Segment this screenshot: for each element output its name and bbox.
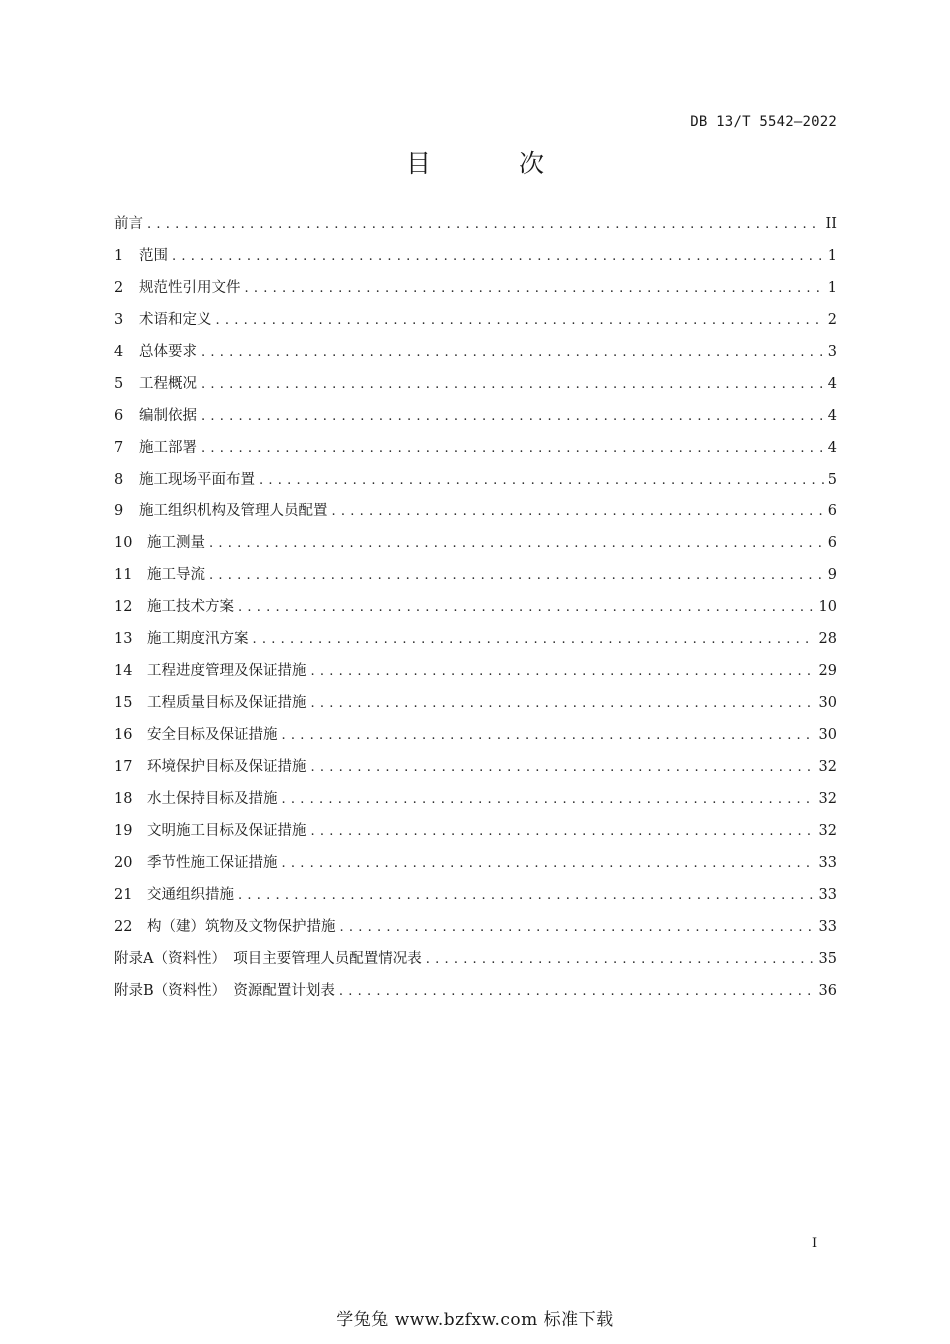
toc-dot-leader	[311, 760, 815, 775]
toc-entry-label: 水土保持目标及措施	[147, 790, 278, 807]
toc-dot-leader	[201, 441, 824, 456]
toc-entry-number: 21	[114, 886, 133, 903]
toc-entry[interactable]	[114, 755, 837, 787]
toc-entry-page: 32	[818, 758, 837, 775]
toc-entry-page: 32	[818, 822, 837, 839]
toc-entry-page: 5	[827, 471, 837, 488]
toc-entry-page: 6	[827, 535, 837, 552]
toc-entry-page: 4	[827, 375, 837, 392]
toc-dot-leader	[426, 952, 815, 967]
toc-entry-page: 10	[818, 599, 837, 616]
page-title: 目 次	[406, 149, 584, 178]
toc-entry-number: 20	[114, 854, 133, 871]
toc-dot-leader	[339, 984, 815, 999]
toc-entry-label: 附录A（资料性） 项目主要管理人员配置情况表	[114, 950, 422, 967]
toc-entry[interactable]	[114, 947, 837, 979]
toc-entry-label: 文明施工目标及保证措施	[147, 822, 307, 839]
toc-entry-page: 33	[818, 854, 837, 871]
toc-entry[interactable]	[114, 244, 837, 276]
toc-entry[interactable]	[114, 851, 837, 883]
toc-entry-number: 13	[114, 631, 133, 648]
toc-entry-label: 施工部署	[139, 439, 197, 456]
toc-entry-label: 施工期度汛方案	[147, 631, 249, 648]
standard-code: DB 13/T 5542—2022	[690, 114, 837, 130]
toc-entry-page: 28	[818, 631, 837, 648]
toc-entry-page: 3	[827, 343, 837, 360]
table-of-contents	[114, 212, 837, 1010]
toc-entry-page: 33	[818, 918, 837, 935]
toc-entry-label: 术语和定义	[139, 311, 212, 328]
toc-entry-number: 1	[114, 247, 124, 264]
toc-dot-leader	[201, 409, 824, 424]
toc-entry-page: 1	[827, 279, 837, 296]
toc-dot-leader	[216, 313, 824, 328]
toc-entry-page: 33	[818, 886, 837, 903]
toc-entry[interactable]	[114, 531, 837, 563]
toc-dot-leader	[311, 824, 815, 839]
toc-entry-label: 施工现场平面布置	[139, 471, 255, 488]
toc-entry-number: 14	[114, 663, 133, 680]
toc-entry-page: 4	[827, 407, 837, 424]
page-folio: I	[812, 1236, 818, 1251]
toc-entry-label: 编制依据	[139, 407, 197, 424]
toc-entry[interactable]	[114, 563, 837, 595]
toc-entry-number: 4	[114, 343, 124, 360]
toc-entry-page: 1	[827, 247, 837, 264]
toc-entry-page: 36	[818, 982, 837, 999]
toc-dot-leader	[311, 696, 815, 711]
toc-entry[interactable]	[114, 499, 837, 531]
toc-entry-label: 施工导流	[147, 567, 205, 584]
toc-entry-page: 30	[818, 727, 837, 743]
toc-dot-leader	[282, 856, 815, 871]
toc-entry[interactable]	[114, 595, 837, 627]
toc-entry-label: 范围	[139, 247, 168, 264]
toc-entry-label: 工程概况	[139, 375, 197, 392]
toc-entry-number: 5	[114, 375, 124, 392]
toc-entry-number: 8	[114, 471, 124, 488]
toc-dot-leader	[238, 888, 815, 903]
toc-entry-number: 7	[114, 439, 124, 456]
toc-entry-label: 附录B（资料性） 资源配置计划表	[114, 982, 335, 999]
toc-dot-leader	[147, 217, 822, 232]
toc-entry-label: 前言	[114, 216, 143, 232]
toc-entry-number: 18	[114, 790, 133, 807]
toc-entry[interactable]	[114, 883, 837, 915]
toc-entry-label: 季节性施工保证措施	[147, 854, 278, 871]
toc-entry-number: 19	[114, 822, 133, 839]
watermark-text: 学兔兔 www.bzfxw.com 标准下载	[336, 1310, 614, 1330]
toc-entry[interactable]	[114, 340, 837, 372]
toc-dot-leader	[253, 632, 815, 647]
toc-entry-number: 12	[114, 599, 133, 616]
toc-dot-leader	[259, 473, 824, 488]
toc-entry-number: 16	[114, 727, 133, 743]
toc-entry-number: 17	[114, 758, 133, 775]
toc-dot-leader	[201, 345, 824, 360]
toc-dot-leader	[311, 664, 815, 679]
toc-entry[interactable]	[114, 404, 837, 436]
toc-entry-number: 22	[114, 918, 133, 935]
toc-entry[interactable]	[114, 212, 837, 244]
toc-entry-label: 施工测量	[147, 535, 205, 552]
toc-dot-leader	[209, 568, 824, 583]
toc-entry[interactable]	[114, 691, 837, 723]
toc-entry-number: 2	[114, 279, 124, 296]
toc-entry-page: 6	[827, 503, 837, 520]
toc-dot-leader	[282, 728, 815, 743]
toc-entry-label: 施工技术方案	[147, 599, 234, 616]
toc-entry[interactable]	[114, 915, 837, 947]
toc-entry-page: 2	[827, 311, 837, 328]
toc-entry-page: 32	[818, 790, 837, 807]
toc-entry-number: 6	[114, 407, 124, 424]
toc-entry-label: 安全目标及保证措施	[147, 727, 278, 743]
toc-entry[interactable]	[114, 308, 837, 340]
toc-entry-number: 15	[114, 695, 133, 712]
toc-entry-page: 9	[827, 567, 837, 584]
toc-dot-leader	[332, 504, 824, 519]
toc-entry-label: 规范性引用文件	[139, 279, 241, 296]
toc-dot-leader	[238, 600, 815, 615]
toc-entry-label: 工程进度管理及保证措施	[147, 663, 307, 680]
toc-entry-number: 3	[114, 311, 124, 328]
toc-entry[interactable]	[114, 468, 837, 500]
toc-entry-label: 构（建）筑物及文物保护措施	[147, 918, 336, 935]
toc-entry-page: 30	[818, 695, 837, 712]
toc-entry-number: 9	[114, 503, 124, 520]
toc-entry-number: 10	[114, 535, 133, 552]
toc-dot-leader	[172, 249, 824, 264]
toc-entry[interactable]	[114, 276, 837, 308]
toc-entry[interactable]	[114, 436, 837, 468]
toc-entry-page: 4	[827, 439, 837, 456]
toc-entry[interactable]	[114, 372, 837, 404]
toc-entry[interactable]	[114, 627, 837, 659]
toc-dot-leader	[282, 792, 815, 807]
toc-entry-label: 总体要求	[139, 343, 197, 360]
toc-entry[interactable]	[114, 819, 837, 851]
toc-entry-label: 工程质量目标及保证措施	[147, 695, 307, 712]
toc-entry[interactable]	[114, 659, 837, 691]
toc-entry-label: 施工组织机构及管理人员配置	[139, 503, 328, 520]
toc-dot-leader	[201, 377, 824, 392]
toc-entry-number: 11	[114, 567, 133, 584]
toc-entry-page: II	[825, 216, 837, 232]
toc-entry-label: 交通组织措施	[147, 886, 234, 903]
toc-dot-leader	[245, 281, 824, 296]
toc-dot-leader	[340, 920, 815, 935]
toc-entry-page: 35	[818, 950, 837, 967]
toc-entry-label: 环境保护目标及保证措施	[147, 758, 307, 775]
toc-entry-page: 29	[818, 663, 837, 680]
toc-dot-leader	[209, 536, 824, 551]
toc-entry[interactable]	[114, 723, 837, 755]
toc-entry[interactable]	[114, 787, 837, 819]
toc-entry[interactable]	[114, 979, 837, 1011]
